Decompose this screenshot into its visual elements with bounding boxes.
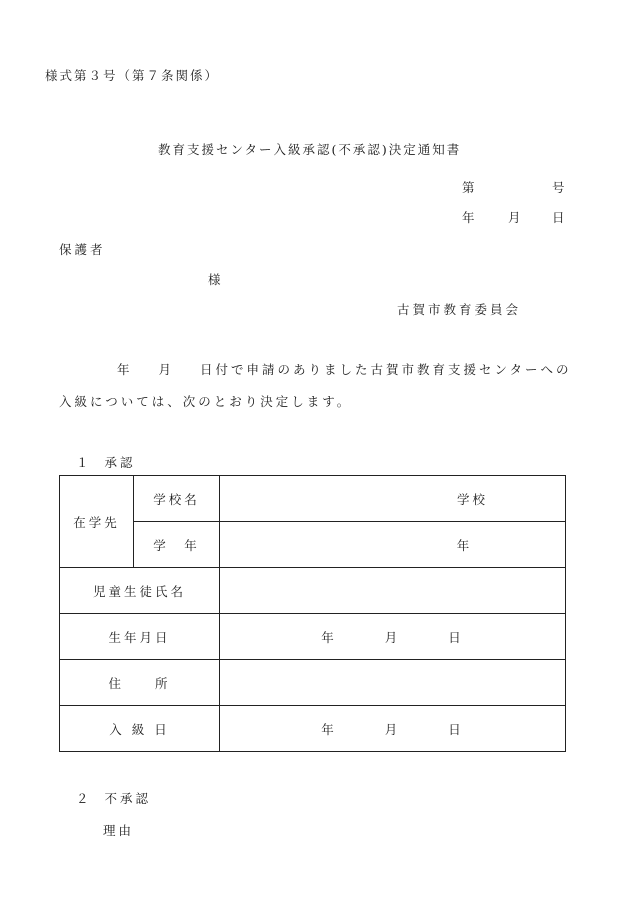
school-name-label: 学校名 <box>134 476 220 522</box>
body-month: 月 <box>158 362 175 377</box>
section-1-number: １ <box>76 455 89 470</box>
issuer-name: 古賀市教育委員会 <box>397 302 522 317</box>
student-name-label: 児童生徒氏名 <box>60 568 220 614</box>
section-1-label: 承認 <box>104 455 136 470</box>
enroll-date-cell <box>220 706 566 752</box>
section-2-label: 不承認 <box>104 791 152 806</box>
birthdate-label: 生年月日 <box>60 614 220 660</box>
grade-cell <box>220 522 566 568</box>
grade-suffix: 年 <box>456 537 473 553</box>
body-text: 日付で申請のありました古賀市教育支援センターへの <box>200 362 572 377</box>
birthdate-year: 年 <box>321 629 337 645</box>
issue-date-month: 月 <box>508 210 521 225</box>
birthdate-day: 日 <box>448 629 464 645</box>
grade-label: 学 年 <box>134 522 220 568</box>
issue-date-day: 日 <box>552 210 565 225</box>
enroll-date-month: 月 <box>384 721 401 737</box>
birthdate-cell <box>220 614 566 660</box>
section-2-number: ２ <box>76 791 89 806</box>
address-label: 住 所 <box>60 660 220 706</box>
enrollment-label: 在学先 <box>60 476 134 568</box>
school-suffix: 学校 <box>456 491 488 507</box>
section-2-heading <box>76 789 151 807</box>
student-name-cell <box>220 568 566 614</box>
approval-table <box>59 475 566 752</box>
enroll-date-label: 入 級 日 <box>60 706 220 752</box>
issue-date-year: 年 <box>462 210 475 225</box>
form-number: 様式第３号（第７条関係） <box>45 68 220 83</box>
body-line-2: 入級については、次のとおり決定します。 <box>59 394 353 409</box>
enroll-date-day: 日 <box>448 721 464 737</box>
reason-label: 理由 <box>103 823 135 838</box>
school-name-cell <box>220 476 566 522</box>
document-title: 教育支援センター入級承認(不承認)決定通知書 <box>158 142 462 157</box>
addressee-honorific: 様 <box>208 272 221 287</box>
birthdate-month: 月 <box>384 629 401 645</box>
section-1-heading <box>76 453 136 471</box>
body-year: 年 <box>117 362 133 377</box>
addressee-label: 保護者 <box>59 242 106 257</box>
doc-number-prefix: 第 <box>462 180 475 195</box>
enroll-date-year: 年 <box>321 721 337 737</box>
address-cell <box>220 660 566 706</box>
body-line-1 <box>59 360 572 378</box>
doc-number-suffix: 号 <box>552 180 565 195</box>
